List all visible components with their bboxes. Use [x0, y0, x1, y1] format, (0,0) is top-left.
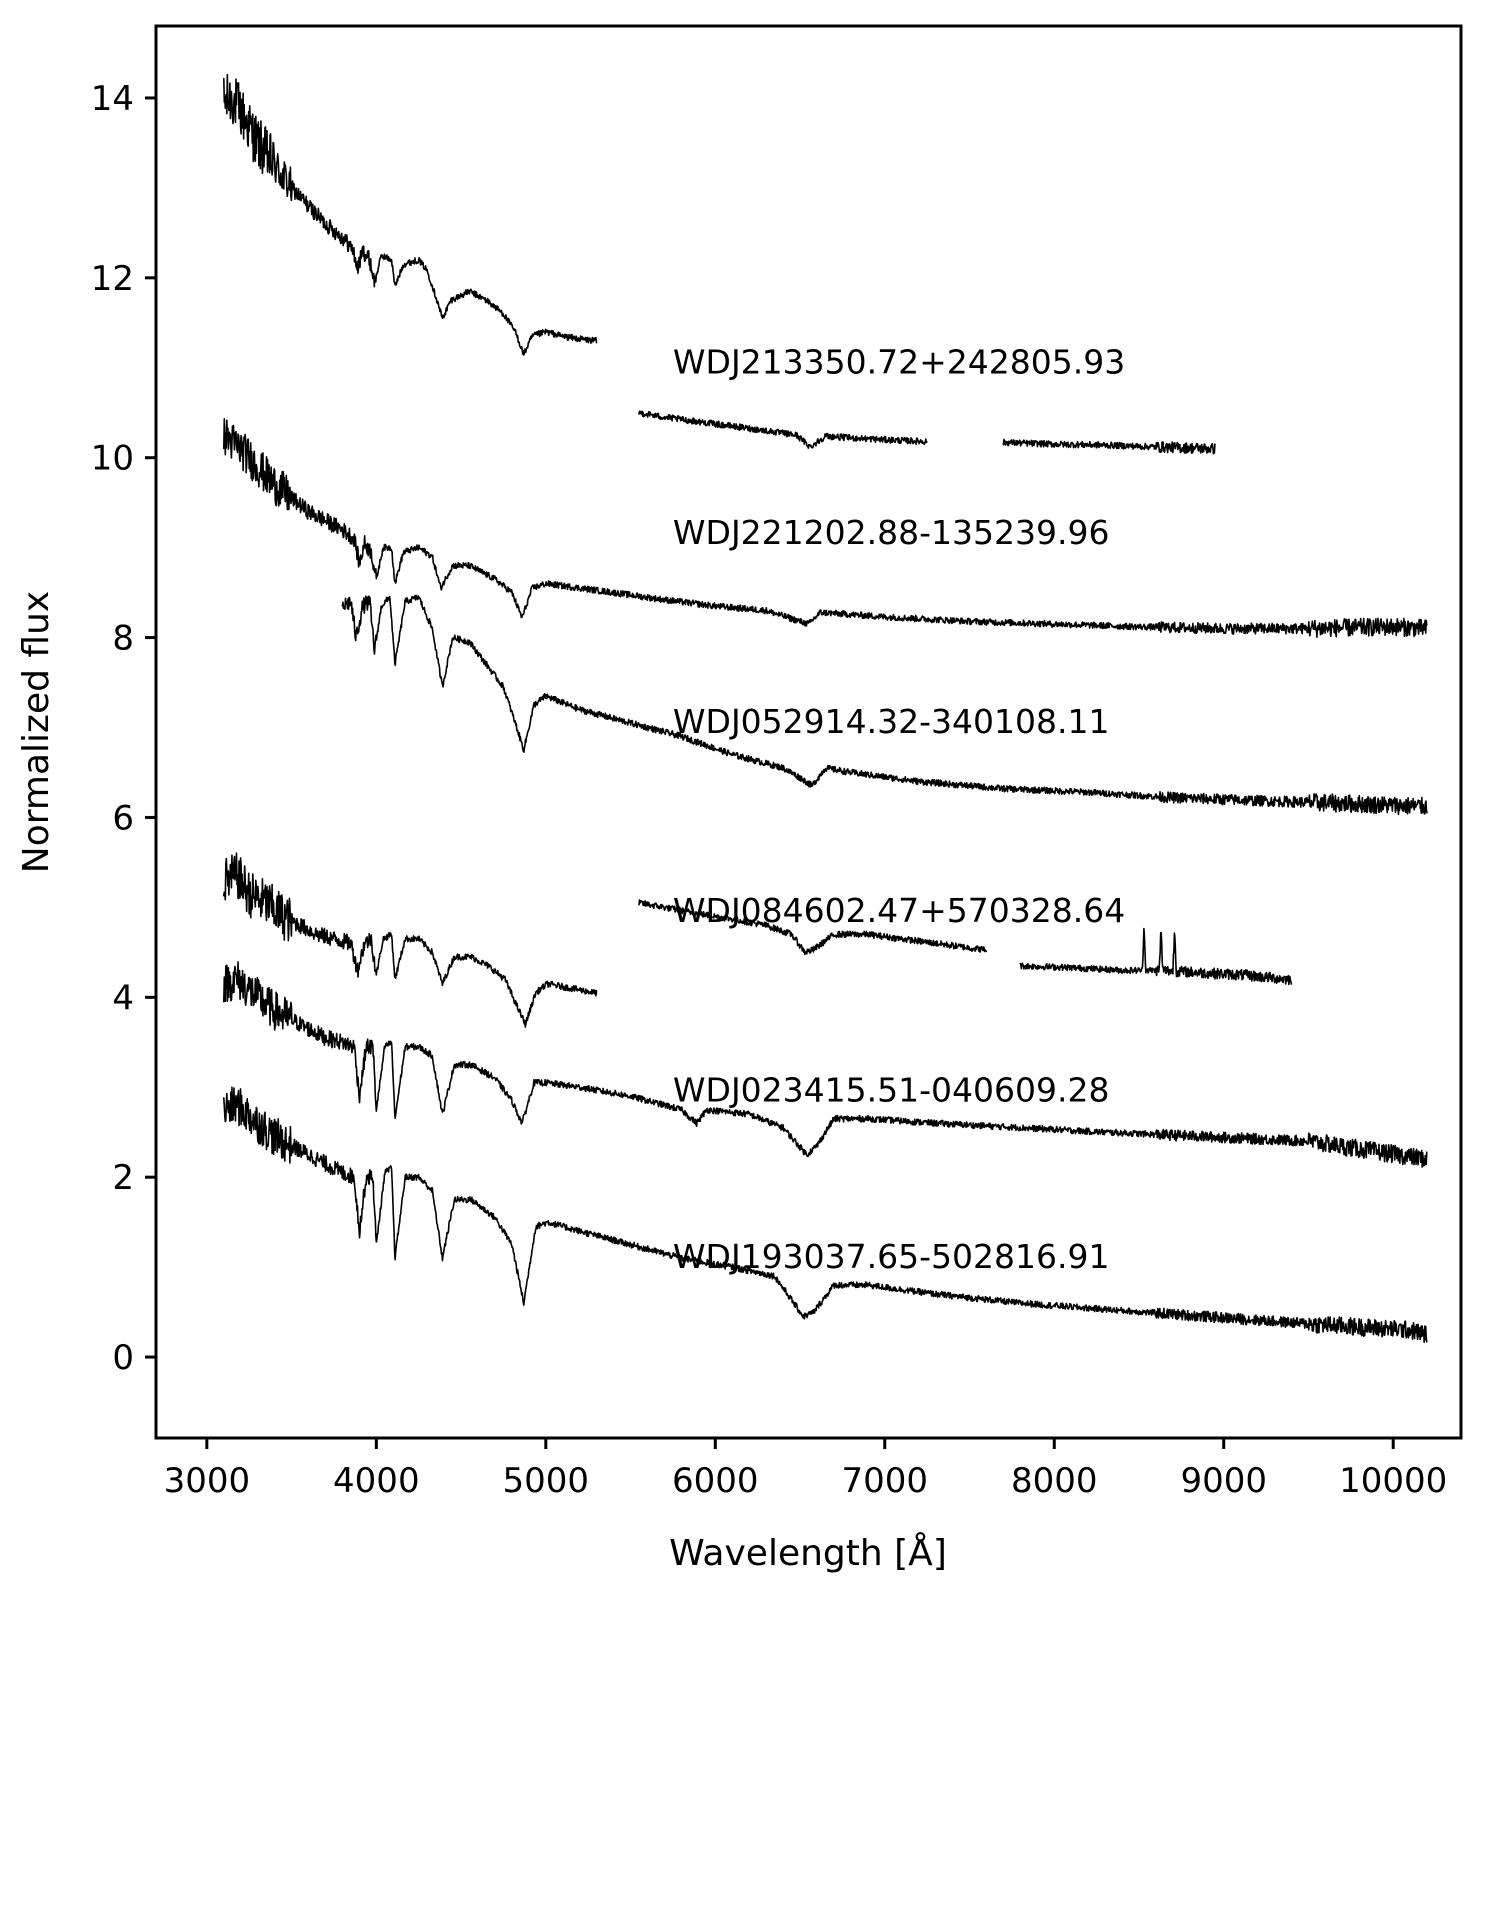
x-tick-label: 3000: [163, 1461, 251, 1501]
x-axis-tick-labels: [164, 1461, 1448, 1501]
x-tick-label: 8000: [1010, 1461, 1098, 1501]
x-axis-ticks: [207, 1438, 1393, 1449]
y-axis-title: Normalized flux: [16, 590, 57, 874]
y-tick-label: 6: [112, 798, 134, 839]
y-tick-label: 8: [112, 618, 134, 659]
y-axis-ticks: [145, 98, 156, 1357]
series-label-4: WDJ023415.51-040609.28: [672, 1070, 1110, 1110]
x-tick-label: 4000: [333, 1461, 420, 1501]
y-tick-label: 12: [90, 258, 134, 299]
series-label-5: WDJ193037.65-502816.91: [672, 1237, 1110, 1277]
y-tick-label: 10: [90, 438, 134, 479]
y-tick-label: 14: [90, 78, 134, 119]
y-tick-label: 0: [112, 1338, 134, 1379]
y-axis-tick-labels: [91, 79, 134, 1378]
x-axis-title: Wavelength [Å]: [669, 1533, 947, 1574]
x-tick-label: 6000: [672, 1461, 759, 1501]
x-tick-label: 7000: [841, 1461, 929, 1501]
x-tick-label: 5000: [502, 1461, 590, 1501]
series-label-2: WDJ052914.32-340108.11: [672, 702, 1110, 742]
x-tick-label: 10000: [1339, 1461, 1448, 1501]
series-label-3: WDJ084602.47+570328.64: [672, 890, 1126, 930]
x-tick-label: 9000: [1180, 1461, 1267, 1501]
series-label-0: WDJ213350.72+242805.93: [672, 342, 1126, 382]
y-tick-label: 4: [112, 978, 134, 1019]
series-label-1: WDJ221202.88-135239.96: [672, 513, 1110, 553]
y-tick-label: 2: [112, 1158, 134, 1199]
